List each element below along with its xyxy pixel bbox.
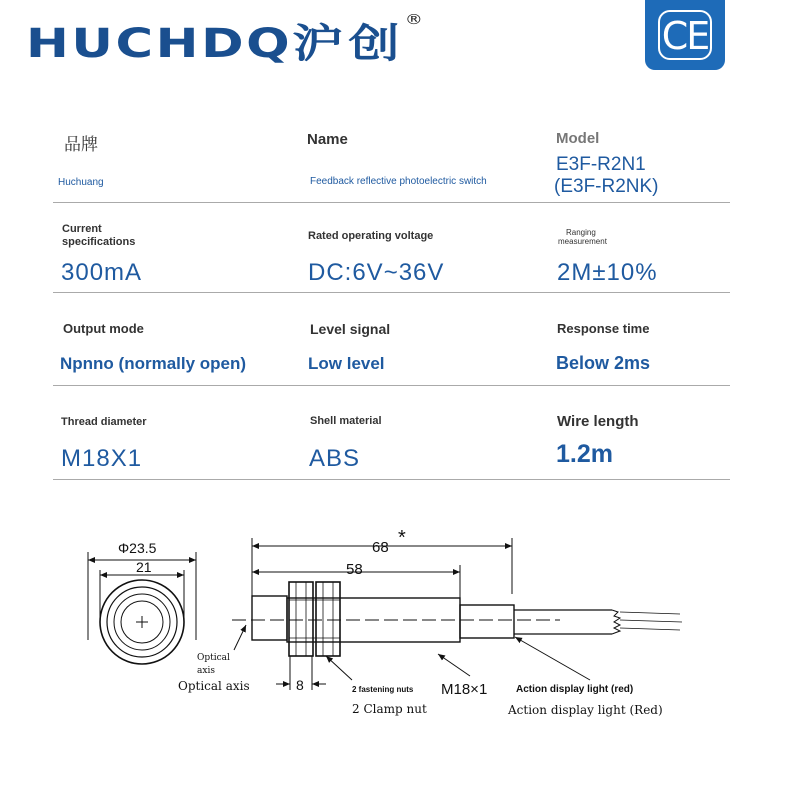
name-value: Feedback reflective photoelectric switch xyxy=(310,176,487,187)
thread-spec-label: M18×1 xyxy=(441,681,488,698)
name-label: Name xyxy=(307,131,348,148)
thread-value: M18X1 xyxy=(61,445,143,472)
asterisk-mark: * xyxy=(398,527,406,549)
range-label: Ranging measurement xyxy=(558,228,607,246)
registered-mark: ® xyxy=(404,12,426,28)
response-label: Response time xyxy=(557,321,650,336)
wire-label: Wire length xyxy=(557,413,639,430)
optical-axis-label: Optical axis xyxy=(178,679,250,693)
response-value: Below 2ms xyxy=(556,353,651,373)
ce-mark: CE xyxy=(661,14,709,58)
wire-value: 1.2m xyxy=(556,440,613,468)
display-light-small-label: Action display light (red) xyxy=(516,684,634,695)
output-value: Npnno (normally open) xyxy=(60,354,247,373)
length-68-dim: 68 xyxy=(372,539,389,556)
brand-name-cn: 沪创 xyxy=(292,21,405,67)
voltage-label: Rated operating voltage xyxy=(308,230,434,242)
shell-label: Shell material xyxy=(310,415,382,427)
display-light-label: Action display light (Red) xyxy=(508,703,663,717)
brand-name-latin: HUCHDQ xyxy=(26,21,293,67)
shell-value: ABS xyxy=(309,445,361,472)
width-dim: 21 xyxy=(136,559,152,575)
current-value: 300mA xyxy=(61,259,143,286)
brand-label: 品牌 xyxy=(64,135,98,155)
current-label: Current specifications xyxy=(62,223,136,248)
level-label: Level signal xyxy=(310,321,391,337)
range-value: 2M±10% xyxy=(557,259,658,286)
thread-label: Thread diameter xyxy=(61,416,147,428)
length-58-dim: 58 xyxy=(346,561,363,578)
model-value-2: (E3F-R2NK) xyxy=(554,176,659,197)
output-label: Output mode xyxy=(63,321,144,336)
model-value-1: E3F-R2N1 xyxy=(556,154,646,175)
level-value: Low level xyxy=(308,354,385,373)
side-view xyxy=(232,538,682,690)
clamp-nut-label: 2 Clamp nut xyxy=(352,702,427,716)
diameter-dim: Φ23.5 xyxy=(118,540,157,556)
voltage-value: DC:6V~36V xyxy=(308,259,445,286)
fastening-nuts-label: 2 fastening nuts xyxy=(352,685,414,694)
optical-axis-small-1: Optical xyxy=(197,653,230,663)
optical-axis-small-2: axis xyxy=(197,666,215,676)
model-label: Model xyxy=(556,130,600,147)
nut-width-dim: 8 xyxy=(296,677,304,693)
brand-value: Huchuang xyxy=(58,177,104,188)
